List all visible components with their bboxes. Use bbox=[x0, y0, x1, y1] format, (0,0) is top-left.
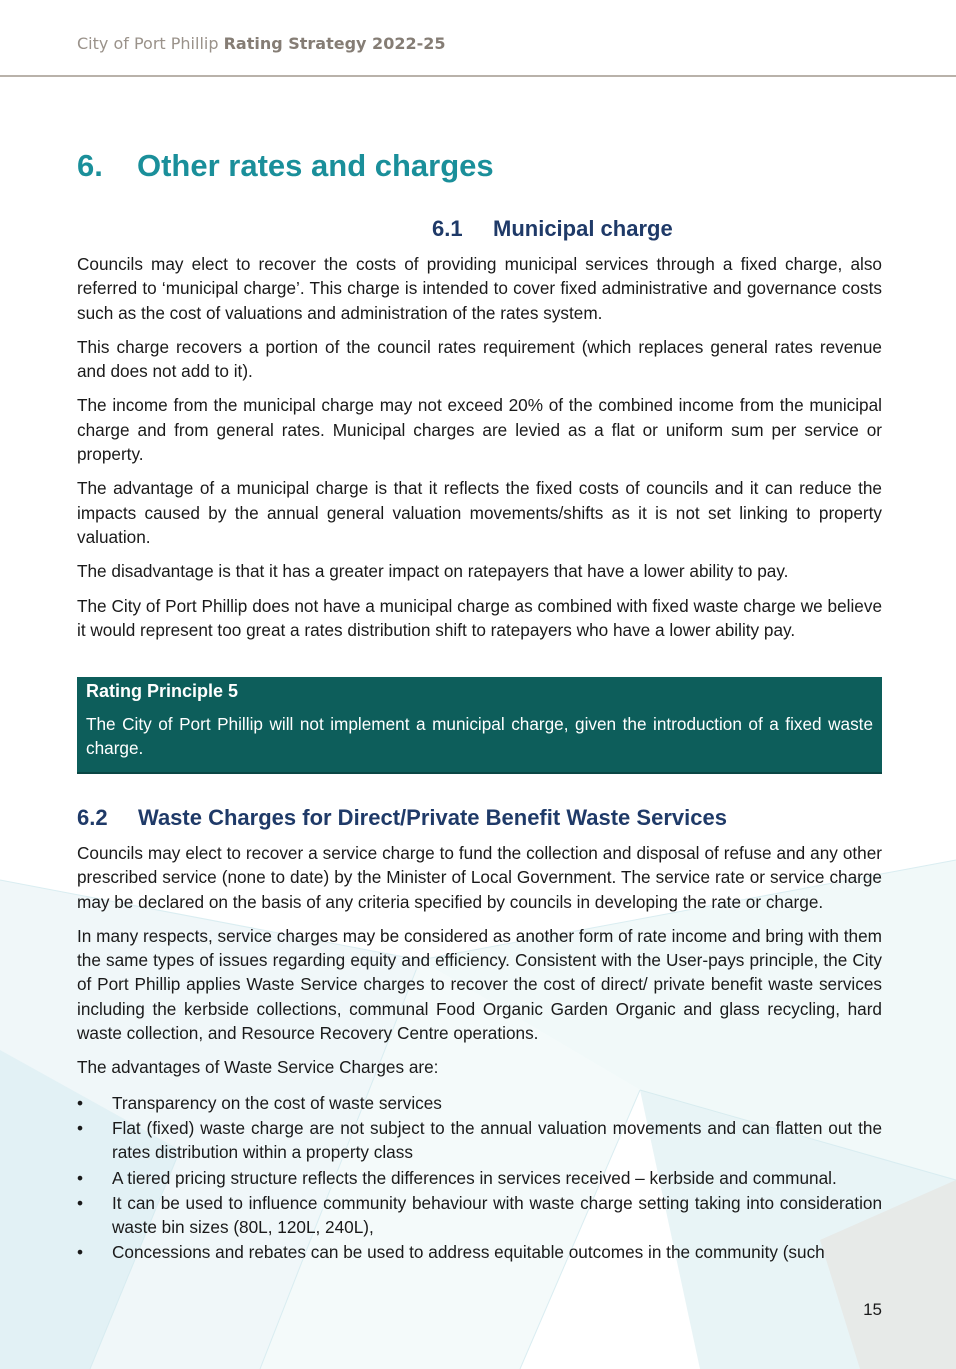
header-org: City of Port Phillip bbox=[77, 34, 219, 53]
rating-principle-title: Rating Principle 5 bbox=[86, 681, 239, 701]
paragraph: The City of Port Phillip does not have a municipal charge as combined with fixed waste charge we believe it would represent too great a rates distribution shift to ratepayers who have a lower ability pay. bbox=[77, 595, 882, 640]
list-item: • Transparency on the cost of waste services bbox=[77, 1091, 882, 1115]
paragraph: The income from the municipal charge may not exceed 20% of the combined income from the municipal charge and from general rates. Municipal charges are levied as a flat or uniform sum per service or property. bbox=[77, 395, 882, 465]
section-6-2-heading-wrap bbox=[77, 805, 727, 831]
section-6-1-heading-wrap bbox=[432, 216, 673, 242]
paragraph: The disadvantage is that it has a greater impact on ratepayers that have a lower ability to pay. bbox=[77, 561, 789, 582]
bullet-glyph: • bbox=[77, 1117, 84, 1138]
section-6-1-body bbox=[77, 252, 882, 642]
advantages-list bbox=[77, 1091, 882, 1265]
section-6-1-number: 6.1 bbox=[432, 216, 463, 241]
paragraph: The advantage of a municipal charge is that it reflects the fixed costs of councils and it can reduce the impacts caused by the annual general valuation movements/shifts as it is not set linking to property valuation. bbox=[77, 478, 882, 547]
list-item: • A tiered pricing structure reflects the differences in services received – kerbside and communal. bbox=[77, 1166, 882, 1190]
paragraph: Councils may elect to recover the costs of providing municipal services through a fixed charge, also referred to ‘municipal charge’. This charge is intended to cover fixed administrative and governance costs such as the cost of valuations and administration of the rates system. bbox=[77, 254, 882, 323]
paragraph: Councils may elect to recover a service charge to fund the collection and disposal of refuse and any other prescribed service (none to date) by the Minister of Local Government. The service rate or service charge may be declared on the basis of any criteria specified by councils in developing the rate or charge. bbox=[77, 843, 882, 912]
bullet-glyph: • bbox=[77, 1167, 84, 1188]
header-title bbox=[77, 34, 446, 53]
section-6-2-heading bbox=[77, 805, 727, 831]
section-6-heading bbox=[77, 148, 494, 184]
section-6-1-heading bbox=[432, 216, 673, 242]
rating-principle-box bbox=[77, 677, 882, 774]
list-item: • Concessions and rebates can be used to address equitable outcomes in the community (such bbox=[77, 1240, 882, 1264]
rating-principle-text: The City of Port Phillip will not implement a municipal charge, given the introduction of a fixed waste charge. bbox=[86, 714, 873, 759]
bullet-glyph: • bbox=[77, 1092, 84, 1113]
bullet-glyph: • bbox=[77, 1192, 84, 1213]
section-6-2-body bbox=[77, 841, 882, 1265]
paragraph: In many respects, service charges may be considered as another form of rate income and bring with them the same types of issues regarding equity and efficiency. Consistent with the User-pays principle, the City of Port Phillip applies Waste Service charges to recover the cost of direct/ private benefit waste services including the kerbside collections, communal Food Organic Garden Organic and glass recycling, hard waste collection, and Resource Recovery Centre operations. bbox=[77, 925, 882, 1044]
section-6-1-title: Municipal charge bbox=[493, 216, 673, 241]
section-6-title: Other rates and charges bbox=[137, 148, 494, 183]
list-item: • It can be used to influence community behaviour with waste charge setting taking into consideration waste bin sizes (80L, 120L, 240L), bbox=[77, 1192, 882, 1238]
page-header bbox=[0, 0, 956, 77]
section-6-2-title: Waste Charges for Direct/Private Benefit Waste Services bbox=[138, 805, 727, 830]
header-doc: Rating Strategy 2022-25 bbox=[223, 34, 446, 53]
bullet-glyph: • bbox=[77, 1242, 84, 1263]
section-6-2-number: 6.2 bbox=[77, 805, 108, 830]
paragraph: The advantages of Waste Service Charges are: bbox=[77, 1057, 439, 1078]
list-item: • Flat (fixed) waste charge are not subject to the annual valuation movements and can flatten out the rates distribution within a property class bbox=[77, 1117, 882, 1163]
paragraph: This charge recovers a portion of the council rates requirement (which replaces general rates revenue and does not add to it). bbox=[77, 336, 882, 382]
page-number: 15 bbox=[863, 1300, 882, 1319]
section-6-number: 6. bbox=[77, 148, 103, 183]
